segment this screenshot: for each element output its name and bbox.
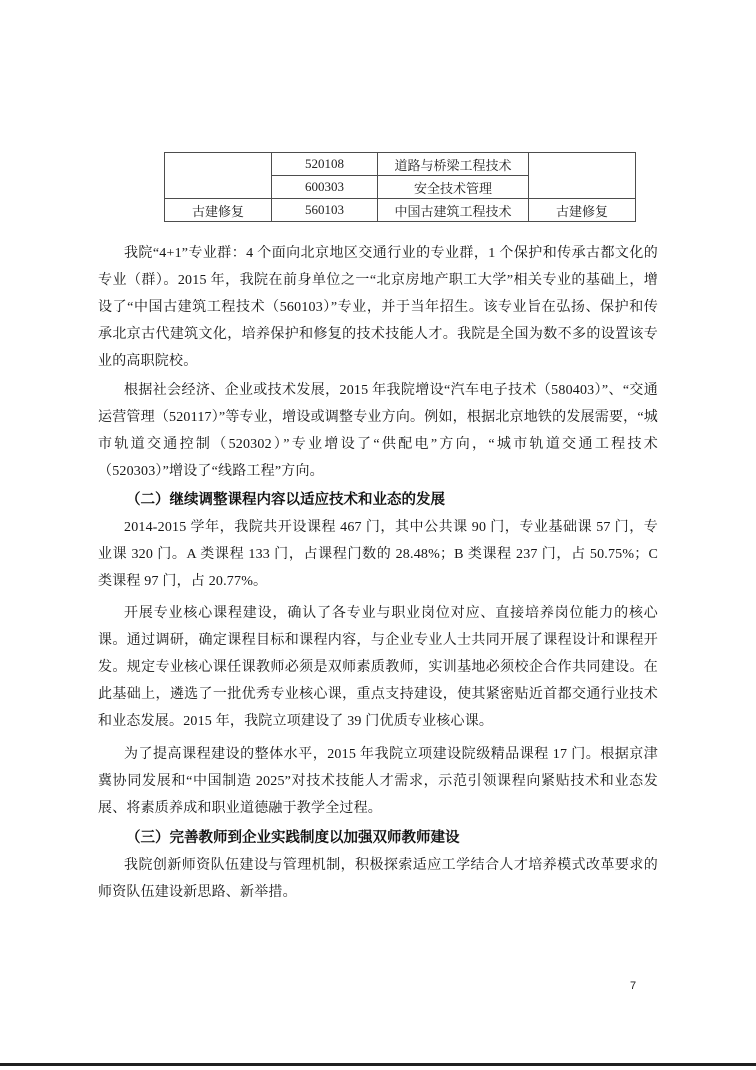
page-number: 7 [630, 980, 637, 992]
table-cell-group-empty [165, 153, 272, 199]
paragraph-new-majors: 根据社会经济、企业或技术发展，2015 年我院增设“汽车电子技术（580403）”、“交通运营管理（520117）”等专业，增设或调整专业方向。例如，根据北京地铁的发展需要，“城市轨道交通控制（520302）”专业增设了“供配电”方向，“城市轨道交通工程技术（520303）”增设了“线路工程”方向。 [98, 383, 658, 479]
window-bottom-edge [0, 1063, 756, 1066]
table-cell-major: 安全技术管理 [378, 176, 529, 199]
table-cell-code: 560103 [272, 199, 378, 222]
table-row [165, 153, 636, 176]
page-content [98, 0, 658, 906]
table-cell-code: 600303 [272, 176, 378, 199]
paragraph-teacher-team: 我院创新师资队伍建设与管理机制，积极探索适应工学结合人才培养模式改革要求的师资队伍建设新思路、新举措。 [98, 858, 658, 900]
table-cell-note-empty [529, 153, 636, 199]
paragraph-quality-courses: 为了提高课程建设的整体水平，2015 年我院立项建设院级精品课程 17 门。根据京津冀协同发展和“中国制造 2025”对技术技能人才需求，示范引领课程向紧贴技术和业态发展、将素质养成和职业道德融于教学全过程。 [98, 747, 658, 816]
table-cell-note: 古建修复 [529, 199, 636, 222]
table-row [165, 199, 636, 222]
paragraph-course-stats: 2014-2015 学年，我院共开设课程 467 门，其中公共课 90 门，专业基础课 57 门，专业课 320 门。A 类课程 133 门，占课程门数的 28.48%；B 类课程 237 门，占 50.75%；C 类课程 97 门，占 20.77%。 [98, 520, 658, 589]
section-heading-2: （二）继续调整课程内容以适应技术和业态的发展 [126, 492, 445, 508]
table-cell-major: 道路与桥梁工程技术 [378, 153, 529, 176]
table-cell-group: 古建修复 [165, 199, 272, 222]
majors-table [164, 152, 636, 222]
table-cell-code: 520108 [272, 153, 378, 176]
paragraph-major-groups: 我院“4+1”专业群：4 个面向北京地区交通行业的专业群，1 个保护和传承古都文化的专业（群）。2015 年，我院在前身单位之一“北京房地产职工大学”相关专业的基础上，增设了“中国古建筑工程技术（560103）”专业，并于当年招生。该专业旨在弘扬、保护和传承北京古代建筑文化，培养保护和修复的技术技能人才。我院是全国为数不多的设置该专业的高职院校。 [98, 246, 658, 369]
section-heading-3: （三）完善教师到企业实践制度以加强双师教师建设 [126, 830, 460, 846]
paragraph-core-courses: 开展专业核心课程建设，确认了各专业与职业岗位对应、直接培养岗位能力的核心课。通过调研，确定课程目标和课程内容，与企业专业人士共同开展了课程设计和课程开发。规定专业核心课任课教师必须是双师素质教师，实训基地必须校企合作共同建设。在此基础上，遴选了一批优秀专业核心课，重点支持建设，使其紧密贴近首都交通行业技术和业态发展。2015 年，我院立项建设了 39 门优质专业核心课。 [98, 606, 658, 729]
table-cell-major: 中国古建筑工程技术 [378, 199, 529, 222]
